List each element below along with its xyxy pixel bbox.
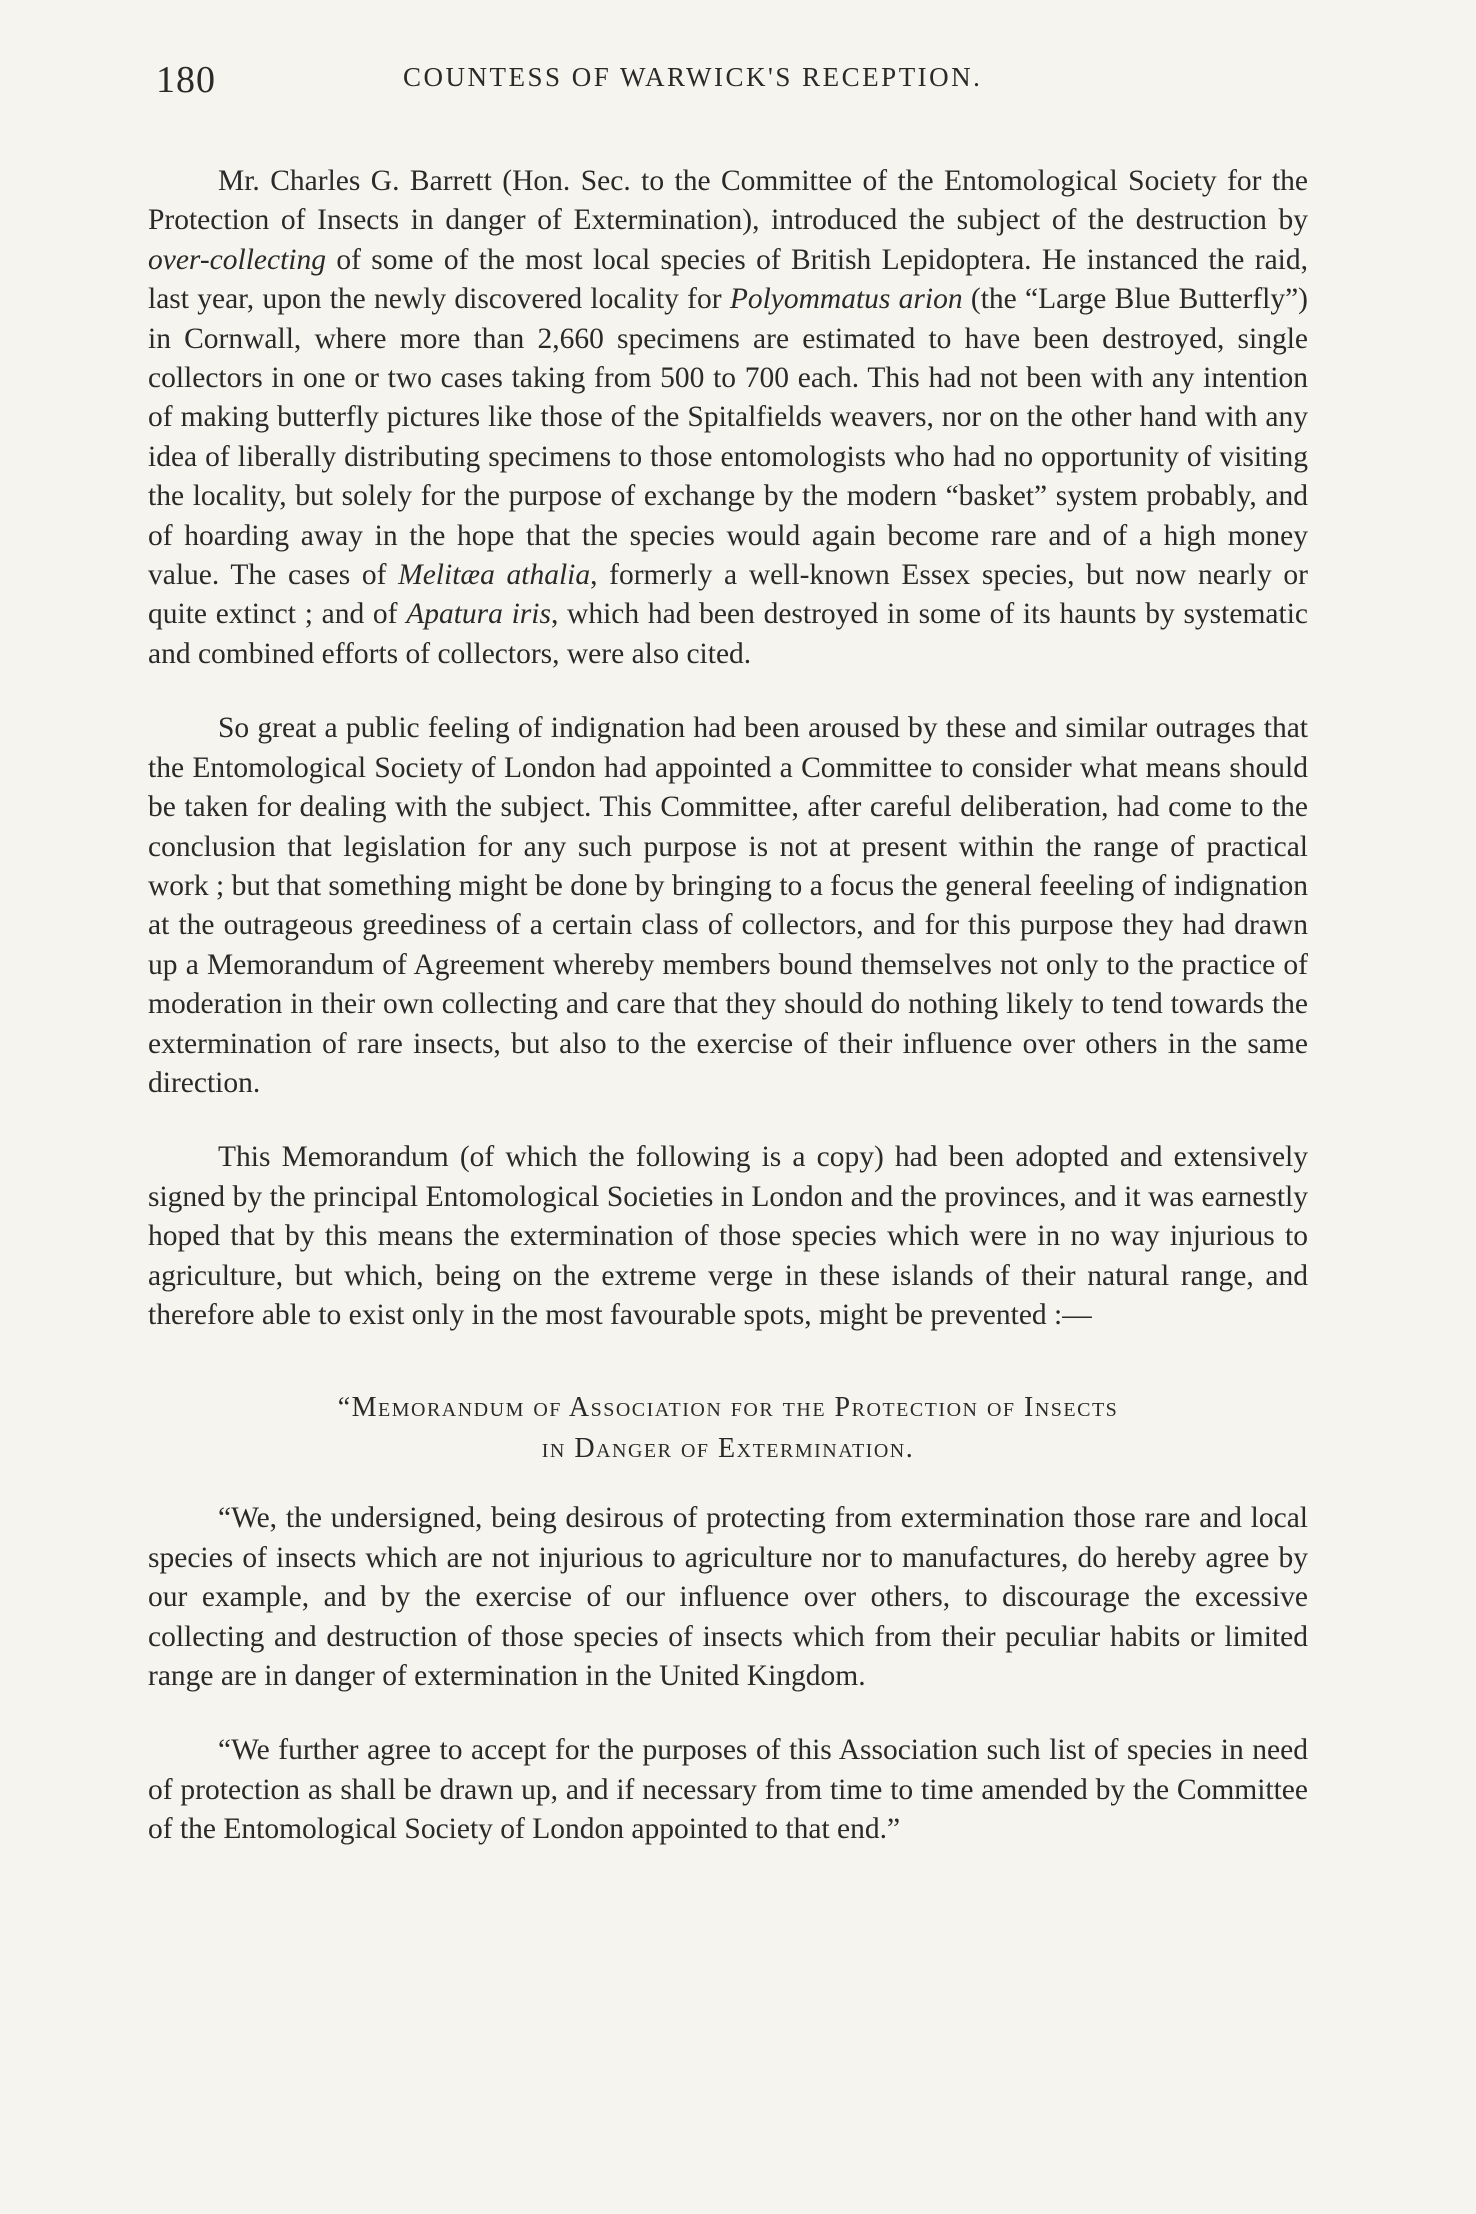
section-gap (148, 1469, 1308, 1499)
paragraph-committee: So great a public feeling of indignation had been aroused by these and similar outrages that the Entomological Society of London had appointed a Committee to consider what means should be taken for dealing with the subject. This Committee, after careful deliberation, had come to the conclusion that legislation for any such purpose is not at present within the range of practical work ; but that something might be done by bringing to a focus the general feeeling of indignation at the outrageous greediness of a certain class of collectors, and for this purpose they had drawn up a Memorandum of Agreement whereby members bound themselves not only to the practice of moderation in their own collecting and care that they should do nothing likely to tend towards the extermination of rare insects, but also to the exercise of their influence over others in the same direction. (148, 712, 1308, 1099)
paragraph-memorandum-intro: This Memorandum (of which the following is a copy) had been adopted and extensively signed by the principal Entomological Societies in London and the provinces, and it was earnestly hoped that by this means the extermination of those species which were in no way injurious to agriculture, but which, being on the extreme verge in these islands of their natural range, and therefore able to exist only in the most favourable spots, might be prevented :— (148, 1141, 1308, 1331)
italic-term: over-collecting (148, 243, 326, 276)
running-title: COUNTESS OF WARWICK'S RECEPTION. (403, 62, 983, 92)
section-gap (148, 1335, 1308, 1387)
paragraph-text: Mr. Charles G. Barrett (Hon. Sec. to the Committee of the Entomological Society for the Protection of Insects in danger of Extermination), introduced the subject of the destruction by (148, 165, 1308, 237)
memorandum-heading-line1: “Memorandum of Association for the Protection of Insects (337, 1392, 1119, 1424)
paragraph-text: (the “Large Blue Butterfly”) in Cornwall, where more than 2,660 specimens are estimated to have been destroyed, single collectors in one or two cases taking from 500 to 700 each. This had not been with any intention of making butterfly pictures like those of the Spitalfields weavers, nor on the other hand with any idea of liberally distributing specimens to those entomologists who had no opportunity of visiting the locality, but solely for the purpose of exchange by the modern “basket” system probably, and of hoarding away in the hope that the species would again become rare and of a high money value. The cases of (148, 283, 1309, 592)
paragraph-text: of some of the most local species of British Lepidoptera. He instanced the raid, last year, upon the newly discovered locality for (148, 243, 1308, 316)
book-page (148, 50, 1308, 1850)
memorandum-paragraph-2: “We further agree to accept for the purposes of this Association such list of species in need of protection as shall be drawn up, and if necessary from time to time amended by the Committee of the Entomological Society of London appointed to that end.” (148, 1734, 1308, 1846)
paragraph-text: , which had been destroyed in some of its haunts by systematic and combined efforts of collectors, were also cited. (148, 598, 1308, 670)
memorandum-heading (148, 1387, 1308, 1469)
paragraph-gap (148, 1696, 1308, 1731)
species-name: Melitæa athalia (398, 559, 591, 592)
paragraph-barrett (148, 162, 1308, 674)
species-name: Polyommatus arion (729, 283, 963, 316)
paragraph-gap (148, 674, 1308, 709)
species-name: Apatura iris (406, 598, 551, 631)
memorandum-heading-line2: in Danger of Extermination. (541, 1433, 915, 1465)
memorandum-paragraph-1: “We, the undersigned, being desirous of protecting from extermination those rare and local species of insects which are not injurious to agriculture nor to manufactures, do hereby agree by our example, and by the exercise of our influence over others, to discourage the excessive collecting and destruction of those species of insects which from their peculiar habits or limited range are in danger of extermination in the United Kingdom. (148, 1502, 1308, 1692)
running-header (148, 50, 1308, 110)
paragraph-text: , formerly a well-known Essex species, but now nearly or quite extinct ; and of (148, 559, 1308, 631)
paragraph-gap (148, 1103, 1308, 1138)
page-number: 180 (156, 59, 216, 101)
